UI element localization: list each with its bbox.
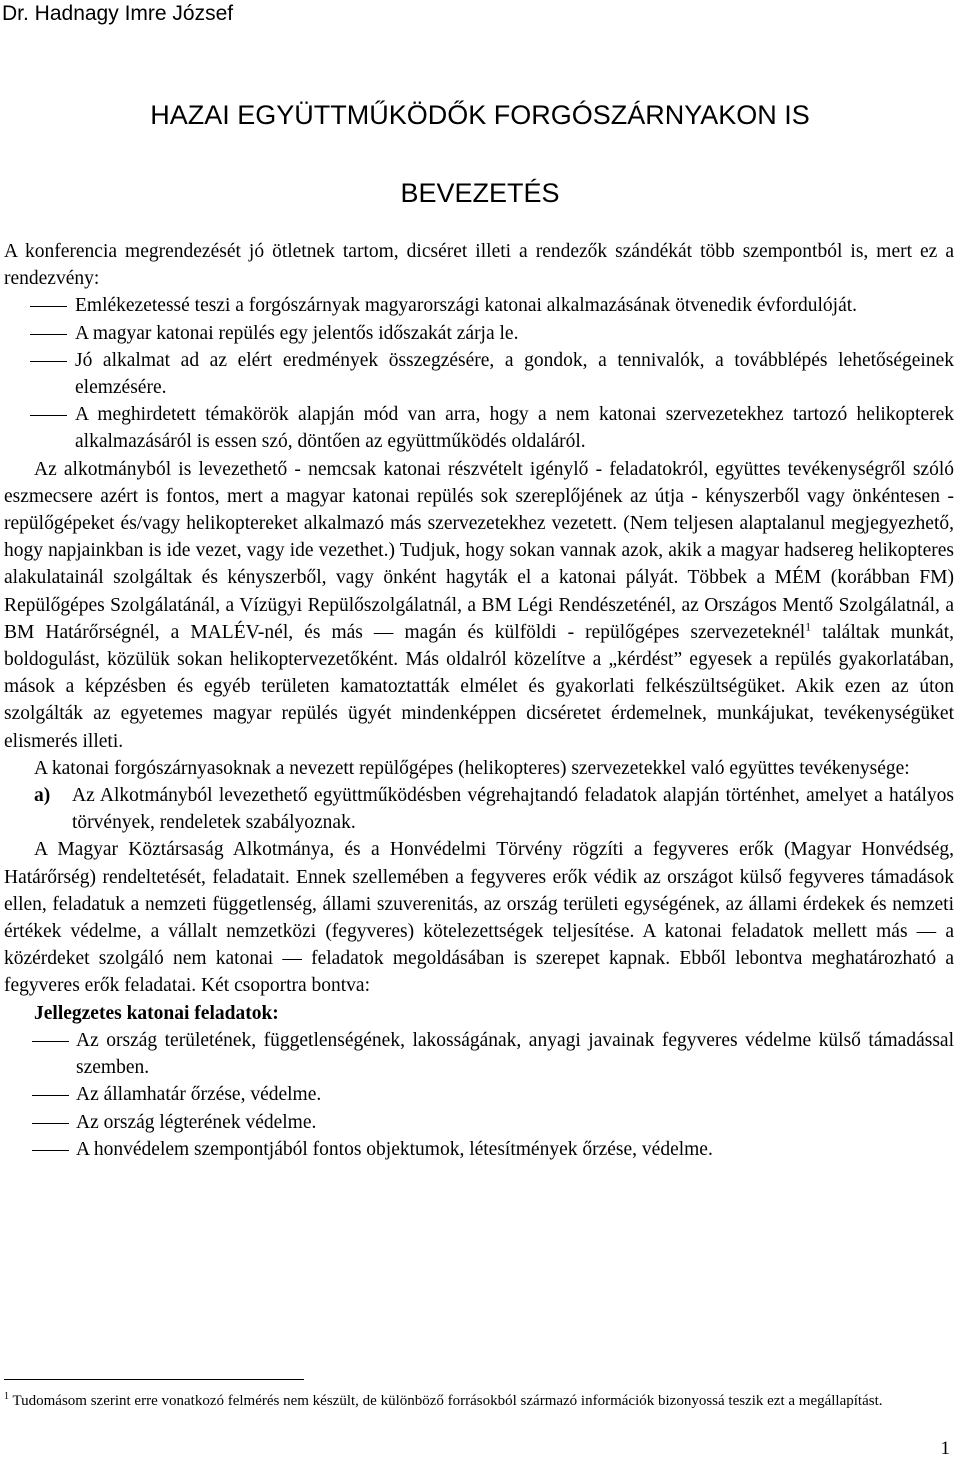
footnote-text: Tudomásom szerint erre vonatkozó felmérés nem készült, de különböző forrásokból származó információk bizonyossá teszik ezt a megállapítást.	[12, 1393, 883, 1409]
item-label: a)	[34, 785, 51, 807]
list-item: A magyar katonai repülés egy jelentős időszakát zárja le.	[4, 320, 954, 347]
footnote-reference[interactable]: 1	[805, 619, 812, 634]
paragraph-text: Az alkotmányból is levezethető - nemcsak katonai részvételt igénylő - feladatokról, együttes tevékenységről szóló eszmecsere azért is fontos, mert a magyar katonai repülés sok szereplőjének az útja - kényszerből vagy önkéntesen - repülőgépeket és/vagy helikoptereket alkalmazó más szervezetekhez vezetett. (Nem teljesen alaptalanul megjegyezhető, hogy napjainkban is ide vezet, vagy ide vezethet.) Tudjuk, hogy sokan vannak azok, akik a magyar hadsereg helikopteres alakulatainál szolgáltak és kényszerből, vagy önként hagyták el a katonai pályát. Többek a MÉM (korábban FM) Repülőgépes Szolgálatánál, a Vízügyi Repülőszolgálatnál, a BM Légi Rendészeténél, az Országos Mentő Szolgálatnál, a BM Határőrségnél, a MALÉV-nél, és más — magán és külföldi - repülőgépes szervezeteknél	[4, 458, 954, 643]
footnote-separator	[4, 1379, 304, 1380]
list-item: Az ország területének, függetlenségének, lakosságának, anyagi javainak fegyveres védelme külső támadással szemben.	[4, 1027, 954, 1081]
list-item: Az ország légterének védelme.	[4, 1109, 954, 1136]
lettered-item-a	[4, 782, 954, 836]
footnote-number: 1	[4, 1391, 9, 1402]
paragraph-text: találtak munkát, boldogulást, közülük sokan helikoptervezetőként. Más oldalról közelítve a „kérdést” egyesek a repülés gyakorlatában, mások a képzésben és egyéb területen kamatoztatták elmélet és gyakorlati felkészültségüket. Akik ezen az úton szolgálták az egyetemes magyar repülés ügyét mindenképpen dicséretet érdemelnek, munkájukat, tevékenységüket elismerés illeti.	[4, 621, 954, 752]
list-item: A honvédelem szempontjából fontos objektumok, létesítmények őrzése, védelme.	[4, 1136, 954, 1163]
intro-paragraph: A konferencia megrendezését jó ötletnek tartom, dicséret illeti a rendezők szándékát több szempontból is, mert ez a rendezvény:	[4, 241, 954, 290]
paragraph: A Magyar Köztársaság Alkotmánya, és a Honvédelmi Törvény rögzíti a fegyveres erők (Magyar Honvédség, Határőrség) rendeltetését, feladatait. Ennek szellemében a fegyveres erők védik az országot külső fegyveres támadások ellen, feladatuk a nemzeti függetlenség, állami szuverenitás, az ország területi egységének, az állami érdekek és nemzeti értékek védelme, a vállalt nemzetközi (fegyveres) kötelezettségek teljesítése. A katonai feladatok mellett más — a közérdeket szolgáló nem katonai — feladatok megoldásában is szerepet kapnak. Ebből lebontva meghatározható a fegyveres erők feladatai. Két csoportra bontva:	[4, 839, 954, 997]
item-text: Az Alkotmányból levezethető együttműködésben végrehajtandó feladatok alapján történhet, amelyet a hatályos törvények, rendeletek szabályoznak.	[72, 785, 954, 834]
military-tasks-list	[4, 1027, 954, 1163]
military-tasks-heading: Jellegzetes katonai feladatok:	[34, 1002, 279, 1024]
document-title: HAZAI EGYÜTTMŰKÖDŐK FORGÓSZÁRNYAKON IS	[150, 100, 810, 130]
list-item: Az államhatár őrzése, védelme.	[4, 1081, 954, 1108]
paragraph: A katonai forgószárnyasoknak a nevezett repülőgépes (helikopteres) szervezetekkel való együttes tevékenysége:	[34, 757, 910, 779]
body-text	[4, 238, 954, 1163]
section-heading: BEVEZETÉS	[400, 178, 560, 208]
paragraph	[4, 456, 954, 755]
list-item: Emlékezetessé teszi a forgószárnyak magyarországi katonai alkalmazásának ötvenedik évfordulóját.	[4, 292, 954, 319]
list-item: Jó alkalmat ad az elért eredmények összegzésére, a gondok, a tennivalók, a továbblépés lehetőségeinek elemzésére.	[4, 347, 954, 401]
reasons-list	[4, 292, 954, 455]
author-header: Dr. Hadnagy Imre József	[2, 2, 234, 25]
list-item: A meghirdetett témakörök alapján mód van arra, hogy a nem katonai szervezetekhez tartozó helikopterek alkalmazásáról is essen szó, döntően az együttműködés oldaláról.	[4, 401, 954, 455]
footnote	[4, 1390, 934, 1413]
page-number: 1	[940, 1438, 950, 1459]
